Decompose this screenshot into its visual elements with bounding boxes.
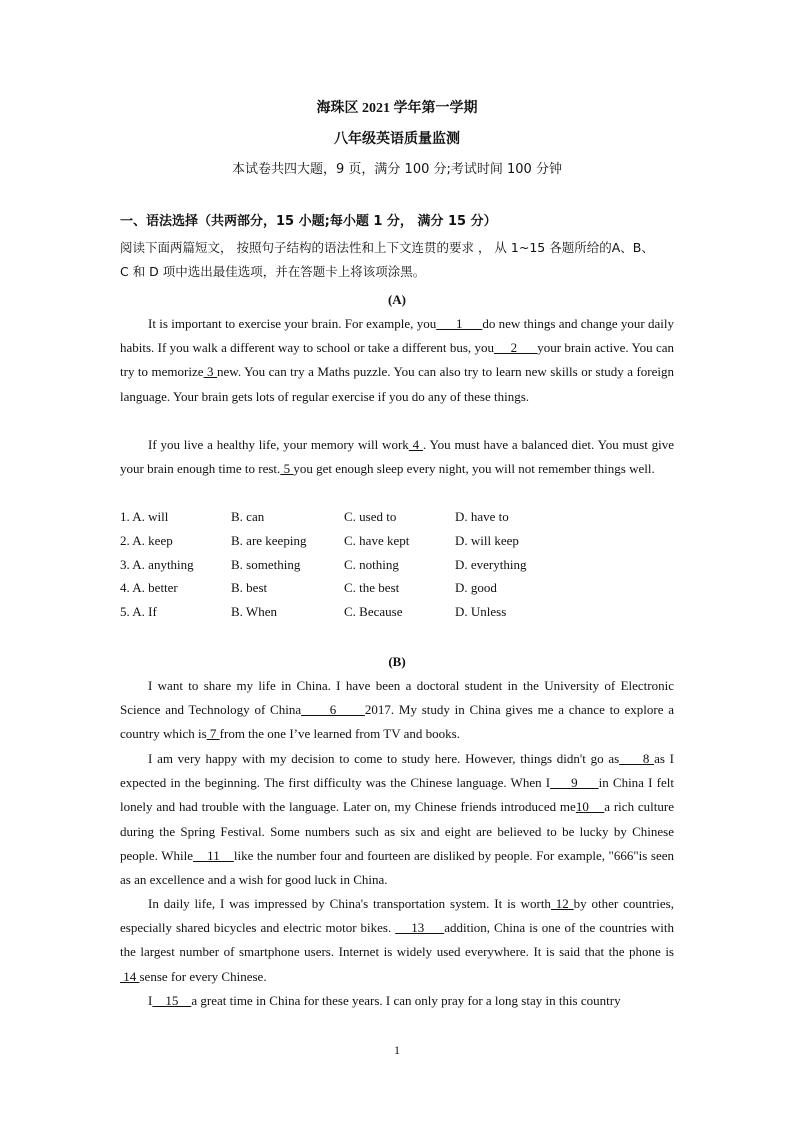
blank-7: 7 bbox=[206, 726, 220, 742]
option-a: keep bbox=[148, 532, 173, 548]
option-a: better bbox=[148, 580, 178, 596]
exam-info: 本试卷共四大题，9 页，满分 100 分;考试时间 100 分钟 bbox=[232, 162, 562, 177]
option-c: C. have kept bbox=[344, 532, 410, 548]
blank-2: 2 bbox=[494, 340, 538, 356]
section-instruction-line-1: 阅读下面两篇短文， 按照句子结构的语法性和上下文连贯的要求 ， 从 1~15 各题所给的A、B、 bbox=[120, 240, 654, 255]
blank-13: 13 bbox=[395, 920, 445, 936]
option-d: D. will keep bbox=[455, 532, 519, 548]
blank-10: 10 bbox=[575, 799, 605, 815]
option-d: D. everything bbox=[455, 556, 527, 572]
question-row: 1. A. will B. can C. used to D. have to bbox=[120, 509, 509, 524]
blank-1: 1 bbox=[436, 316, 483, 331]
passage-a-paragraph-2: If you live a healthy life, your memory will work 4 . You must have a balanced diet. You must give your brain enough time to rest. 5 you get enough sleep every night, you will not remember things well. bbox=[120, 437, 675, 477]
option-c: C. Because bbox=[344, 604, 403, 620]
option-a: If bbox=[148, 604, 157, 620]
question-row: 2. A. keep B. are keeping C. have kept D. will keep bbox=[120, 532, 519, 548]
passage-b-paragraph-1: I want to share my life in China. I have been a doctoral student in the University of Electronic Science and Technology of China 6 2017. My study in China gives me a chance to explore a country which is 7 from the one I’ve learned from TV and books. bbox=[120, 678, 675, 742]
blank-12: 12 bbox=[550, 896, 574, 911]
question-row: 3. A. anything B. something C. nothing D. everything bbox=[120, 556, 527, 572]
exam-subtitle: 八年级英语质量监测 bbox=[334, 132, 460, 147]
question-row: 4. A. better B. best C. the best D. good bbox=[120, 580, 497, 596]
blank-6: 6 bbox=[301, 702, 365, 718]
option-b: B. something bbox=[231, 556, 301, 572]
option-a: anything bbox=[148, 556, 194, 572]
option-c: C. the best bbox=[344, 580, 400, 596]
passage-a-label: (A) bbox=[387, 292, 407, 307]
blank-14: 14 bbox=[120, 968, 140, 984]
option-c: C. nothing bbox=[344, 556, 399, 572]
option-d: D. Unless bbox=[455, 604, 507, 620]
passage-a-paragraph-1: It is important to exercise your brain. For example, you 1 do new things and change your daily habits. If you walk a different way to school or take a different bus, you 2 your brain active. You can try to memorize 3 new. You can try a Maths puzzle. You can also try to learn new skills or study a foreign language. Your brain gets lots of regular exercise if you do any of these things. bbox=[120, 316, 675, 404]
options-table-a bbox=[120, 509, 676, 628]
option-b: B. When bbox=[231, 604, 277, 620]
option-b: B. can bbox=[231, 509, 265, 524]
option-a: will bbox=[148, 509, 169, 524]
passage-b-paragraph-3: In daily life, I was impressed by China's transportation system. It is worth 12 by other countries, especially shared bicycles and electric motor bikes. 13 addition, China is one of the countries with the largest number of smartphone users. Internet is widely used everywhere. It is said that the phone is 14 sense for every Chinese. bbox=[120, 896, 674, 984]
blank-8: 8 bbox=[619, 751, 655, 766]
blank-5: 5 bbox=[280, 461, 294, 477]
exam-title: 海珠区 2021 学年第一学期 bbox=[316, 101, 478, 116]
option-b: B. best bbox=[231, 580, 268, 596]
page-number: 1 bbox=[394, 1043, 400, 1057]
option-b: B. are keeping bbox=[231, 532, 307, 548]
section-instruction-line-2: C 和 D 项中选出最佳选项，并在答题卡上将该项涂黑。 bbox=[120, 264, 426, 279]
option-c: C. used to bbox=[344, 509, 397, 524]
question-row: 5. A. If B. When C. Because D. Unless bbox=[120, 604, 507, 620]
passage-b-paragraph-2: I am very happy with my decision to come to study here. However, things didn't go as 8 as I expected in the beginning. The first difficulty was the Chinese language. When I 9 in China I felt lonely and had trouble with the language. Later on, my Chinese friends introduced me10 a rich culture during the Spring Festival. Some numbers such as six and eight are believed to be lucky by Chinese people. While 11 like the number four and fourteen are disliked by people. For example, "666"is seen as an excellence and a wish for good luck in China. bbox=[120, 751, 675, 888]
blank-11: 11 bbox=[192, 847, 234, 863]
option-d: D. have to bbox=[455, 509, 509, 524]
blank-15: 15 bbox=[152, 993, 192, 1008]
option-d: D. good bbox=[455, 580, 497, 596]
section-heading: 一、语法选择（共两部分，15 小题;每小题 1 分， 满分 15 分） bbox=[120, 214, 497, 229]
passage-b-paragraph-4: I 15 a great time in China for these years. I can only pray for a long stay in this country bbox=[148, 993, 621, 1008]
blank-9: 9 bbox=[550, 775, 599, 791]
passage-b-label: (B) bbox=[388, 654, 406, 669]
blank-4: 4 bbox=[408, 437, 423, 452]
blank-3: 3 bbox=[203, 364, 217, 380]
